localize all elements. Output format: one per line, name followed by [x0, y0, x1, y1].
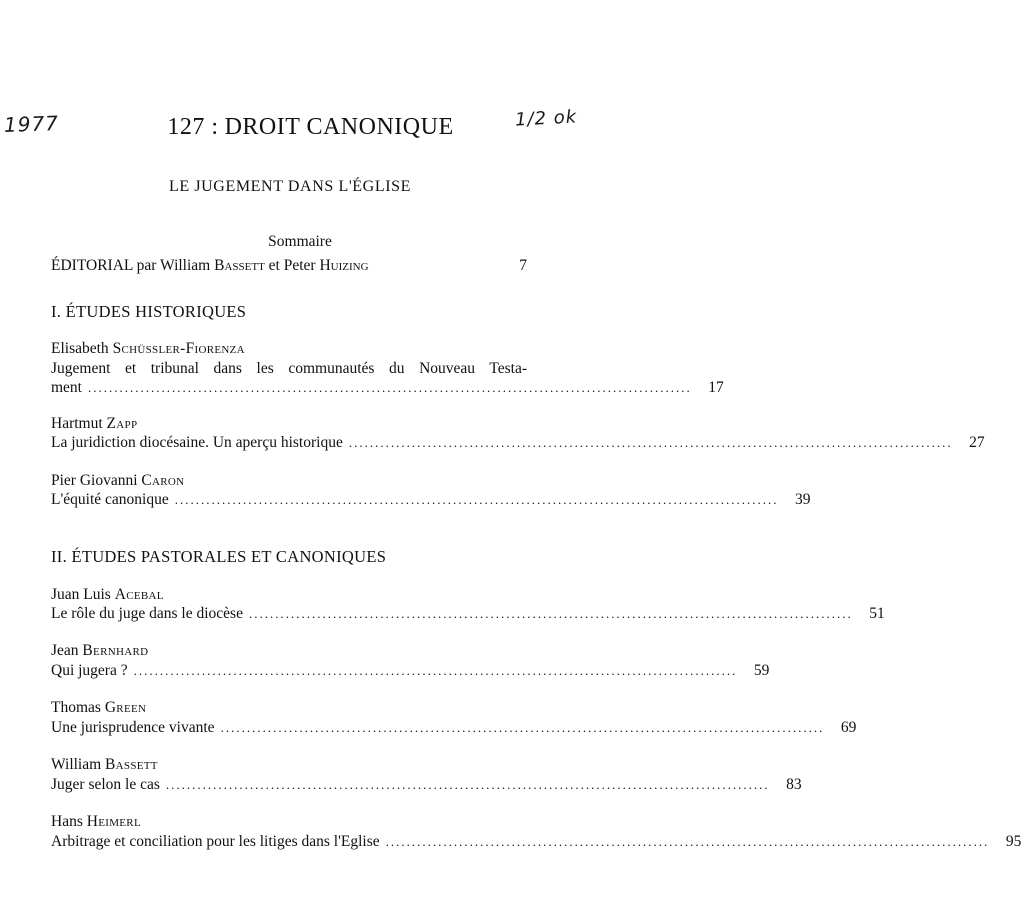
dot-leader: ................................................................................................................... — [174, 492, 779, 507]
editorial-page: 7 — [519, 257, 527, 274]
author-last: Acebal — [114, 586, 164, 603]
editorial-text — [51, 257, 369, 275]
toc-entry — [51, 491, 811, 509]
author-last: Heimerl — [86, 813, 141, 830]
entry-title: Juger selon le cas — [51, 776, 160, 793]
author-last: Caron — [141, 472, 185, 489]
toc-entry — [51, 605, 885, 623]
entry-title: Qui jugera ? — [51, 662, 128, 679]
section-heading: II. ÉTUDES PASTORALES ET CANONIQUES — [51, 547, 387, 566]
entry-title: L'équité canonique — [51, 491, 169, 508]
editorial-by: par William — [136, 257, 211, 274]
editorial-entry — [51, 257, 527, 275]
entry-page: 27 — [969, 434, 985, 451]
toc-entry — [51, 662, 770, 680]
author-first: Elisabeth — [51, 340, 109, 357]
entry-title: Le rôle du juge dans le diocèse — [51, 605, 243, 622]
author-last: Zapp — [106, 415, 138, 432]
author-first: William — [51, 756, 102, 773]
dot-leader: ................................................................................................................... — [248, 606, 853, 621]
entry-title: Une jurisprudence vivante — [51, 719, 215, 736]
entry-author — [51, 699, 146, 717]
author-first: Thomas — [51, 699, 101, 716]
issue-name: DROIT CANONIQUE — [224, 114, 454, 140]
entry-page: 69 — [840, 719, 857, 736]
entry-title: Arbitrage et conciliation pour les litiges dans l'Eglise — [51, 833, 380, 850]
handwritten-note: 1/2 ok — [514, 106, 578, 131]
editorial-author-2: Huizing — [319, 257, 369, 274]
entry-page: 59 — [753, 662, 770, 679]
author-first: Hartmut — [51, 415, 103, 432]
entry-author — [51, 642, 148, 660]
toc-entry — [51, 833, 1021, 851]
author-first: Jean — [51, 642, 79, 659]
issue-subtitle: LE JUGEMENT DANS L'ÉGLISE — [168, 178, 411, 195]
entry-title-line: Jugement et tribunal dans les communautés du Nouveau Testa- — [51, 360, 527, 377]
toc-entry — [51, 719, 857, 737]
dot-leader: ................................................................................................................... — [88, 380, 692, 395]
toc-entry — [51, 776, 802, 794]
dot-leader: ................................................................................................................... — [220, 720, 825, 735]
toc-entry — [51, 379, 724, 397]
issue-title — [0, 114, 625, 141]
author-last: Schüssler-Fiorenza — [112, 340, 245, 357]
author-first: Pier Giovanni — [51, 472, 138, 489]
toc-entry — [51, 434, 985, 452]
author-last: Bassett — [105, 756, 158, 773]
entry-author — [51, 586, 164, 604]
entry-page: 51 — [869, 605, 885, 622]
editorial-author-1: Bassett — [214, 257, 265, 274]
entry-author — [51, 472, 184, 490]
entry-title: ment — [51, 379, 82, 396]
dot-leader: ................................................................................................................... — [133, 663, 738, 678]
issue-number: 127 : — [167, 114, 219, 140]
entry-author — [51, 340, 245, 358]
entry-author — [51, 813, 141, 831]
entry-author — [51, 756, 158, 774]
author-first: Juan Luis — [51, 586, 111, 603]
entry-page: 39 — [794, 491, 811, 508]
dot-leader: ................................................................................................................... — [165, 777, 770, 792]
entry-page: 83 — [786, 776, 802, 793]
handwritten-year: 1977 — [3, 111, 60, 137]
editorial-et: et Peter — [268, 257, 316, 274]
author-last: Bernhard — [82, 642, 149, 659]
dot-leader: ................................................................................................................... — [385, 834, 990, 849]
author-first: Hans — [51, 813, 83, 830]
sommaire-heading: Sommaire — [268, 233, 332, 250]
entry-page: 95 — [1005, 833, 1021, 850]
section-heading: I. ÉTUDES HISTORIQUES — [51, 302, 247, 321]
dot-leader: ................................................................................................................... — [348, 435, 953, 450]
author-last: Green — [104, 699, 147, 716]
entry-author — [51, 415, 137, 433]
editorial-label: ÉDITORIAL — [51, 257, 133, 274]
entry-title: La juridiction diocésaine. Un aperçu historique — [51, 434, 343, 451]
entry-page: 17 — [708, 379, 724, 396]
